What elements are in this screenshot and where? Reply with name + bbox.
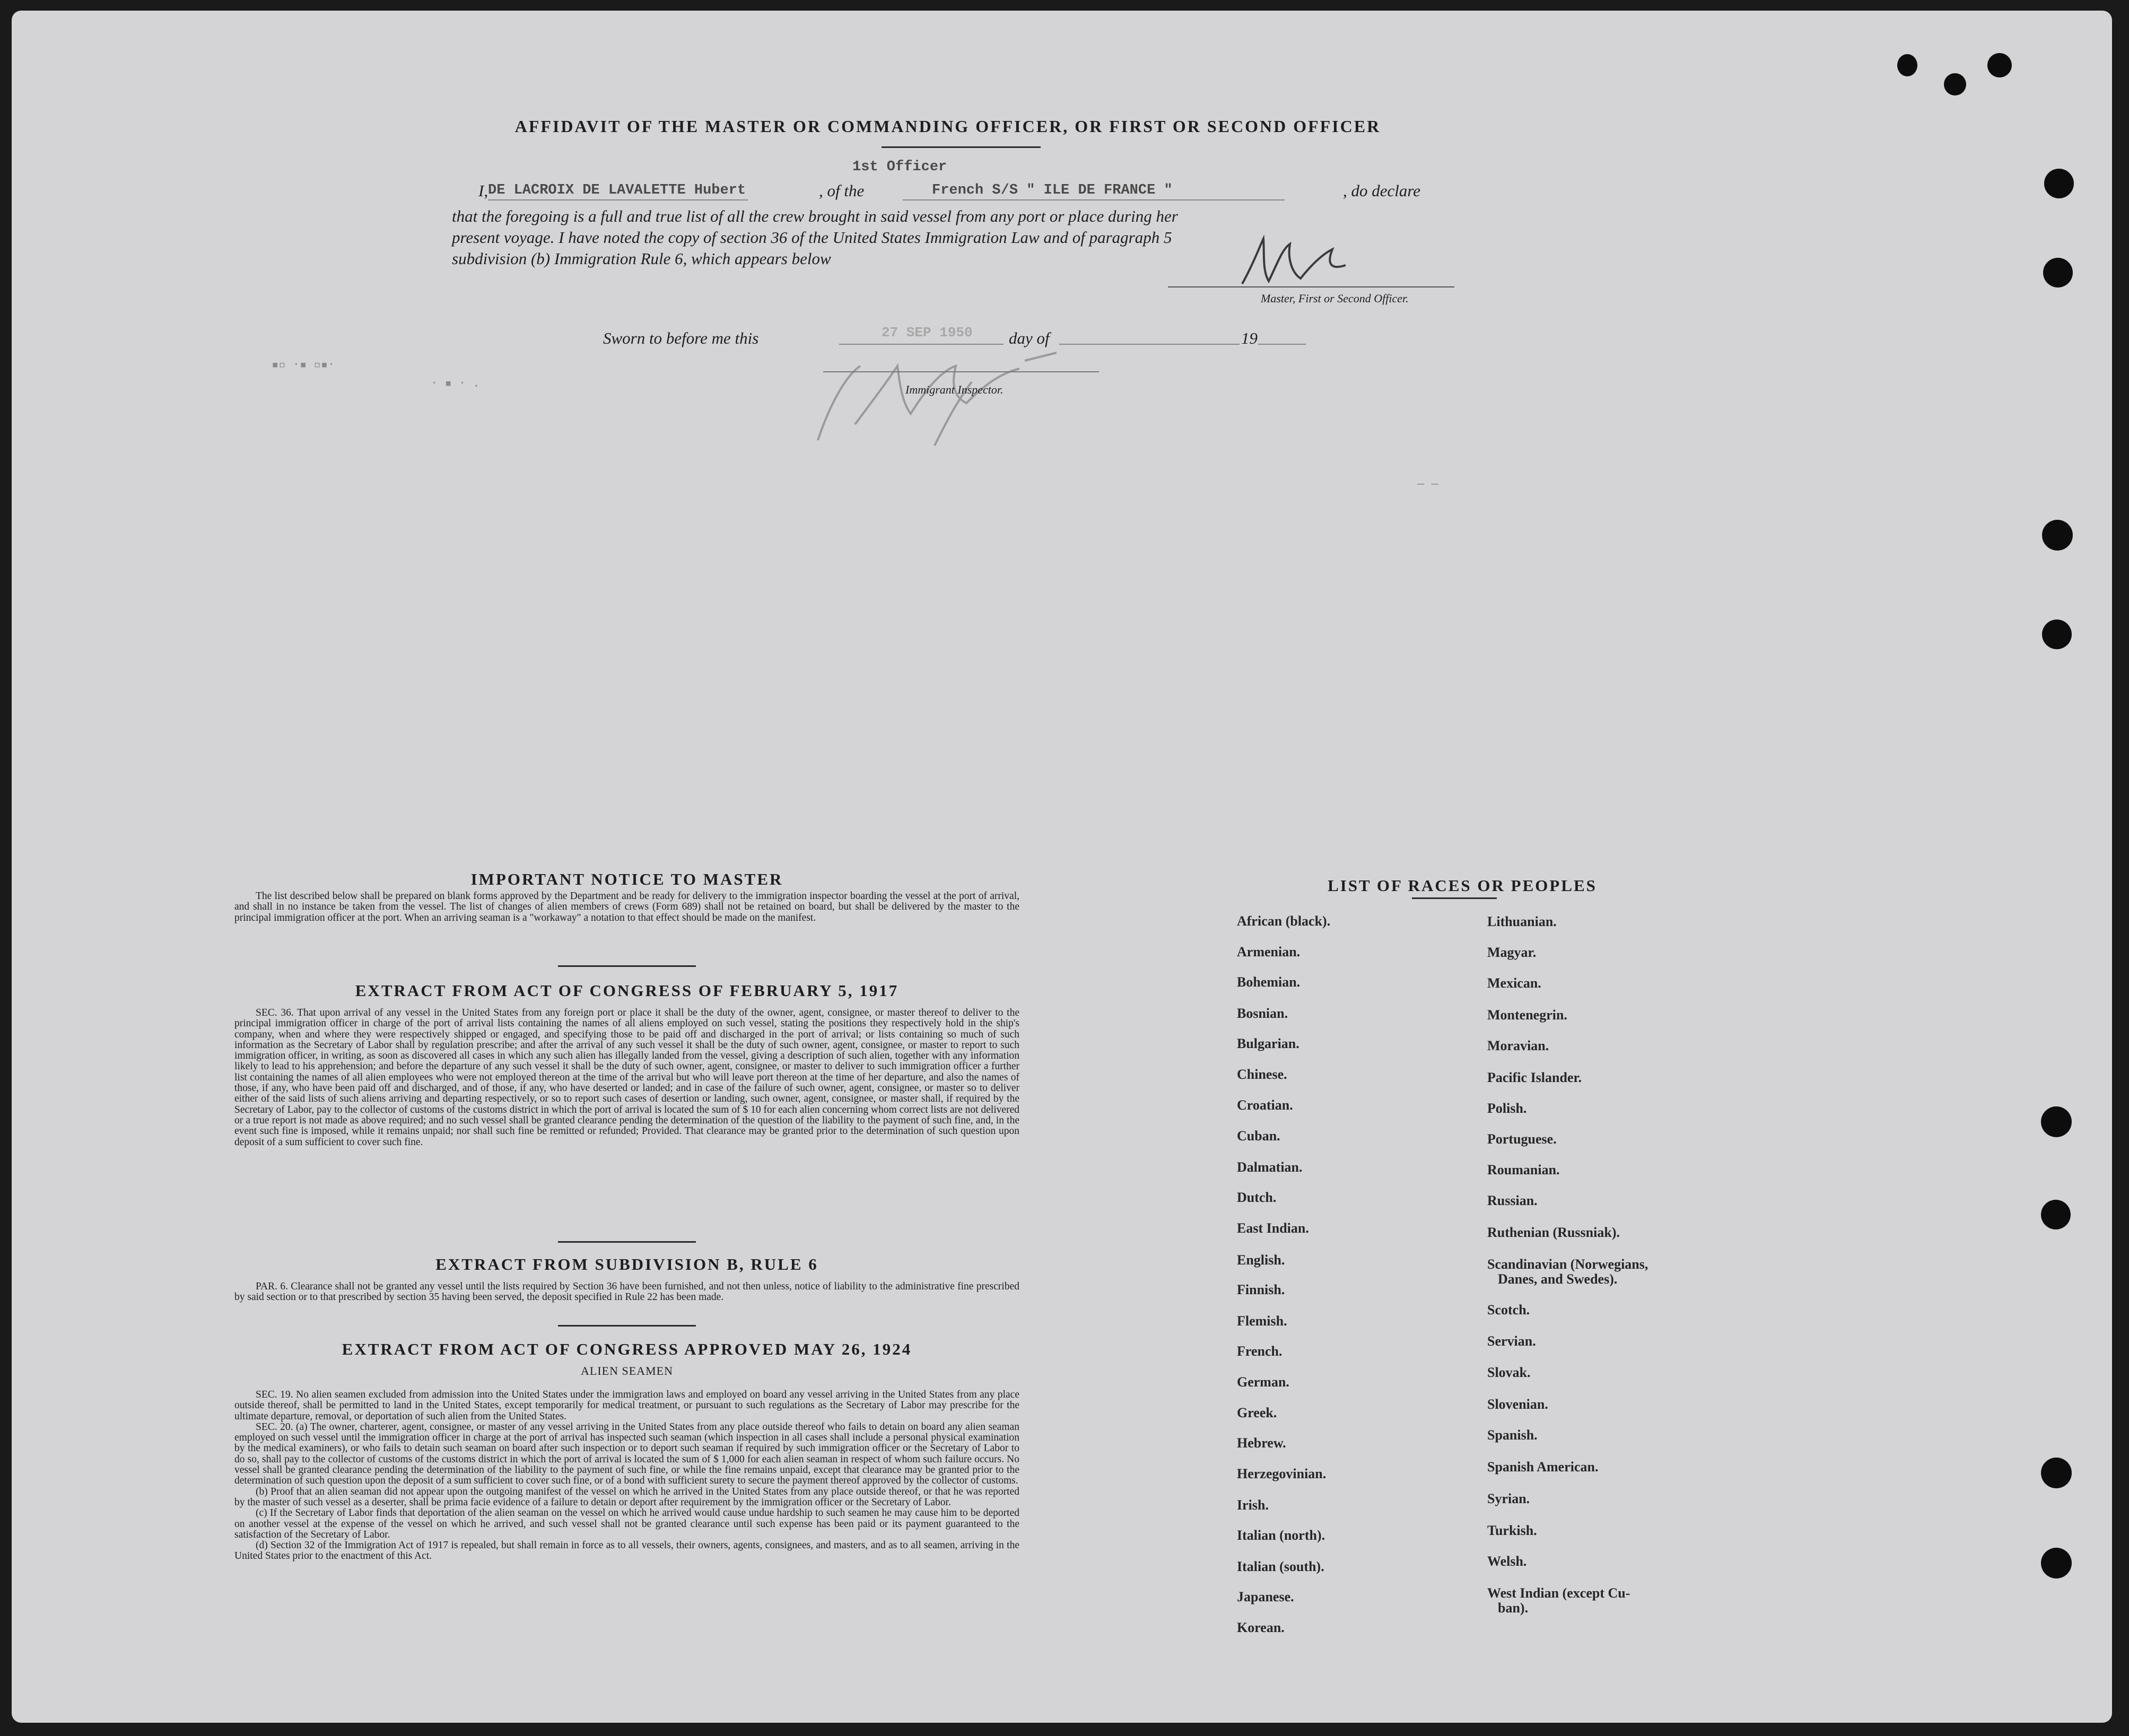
extract-rule6-body: PAR. 6. Clearance shall not be granted any vessel until the lists required by Section 36 have been furnished, and not then unless, notice of liability to the administrative fine prescribed by said section or to that prescribed by section 35 having been served, the deposit specified in Rule 22 has been made.: [234, 1281, 1019, 1303]
race-item: Welsh.: [1487, 1554, 1527, 1569]
punch-hole: [2041, 1548, 2072, 1578]
race-item: Danes, and Swedes).: [1498, 1271, 1618, 1287]
race-item: Spanish American.: [1487, 1459, 1599, 1475]
officer-name-field: DE LACROIX DE LAVALETTE Hubert: [488, 182, 746, 198]
race-item: Finnish.: [1237, 1282, 1285, 1297]
race-item: Cuban.: [1237, 1128, 1280, 1144]
year-prefix: 19: [1241, 329, 1258, 347]
race-item: West Indian (except Cu-: [1487, 1585, 1630, 1601]
race-item: ban).: [1498, 1600, 1529, 1616]
smudge-mark: ▪▫ ·▪ ▫▪·: [272, 358, 335, 371]
race-item: Irish.: [1237, 1497, 1269, 1513]
race-item: Turkish.: [1487, 1523, 1537, 1538]
race-item: Mexican.: [1487, 975, 1541, 991]
race-item: Servian.: [1487, 1333, 1536, 1349]
race-item: Ruthenian (Russniak).: [1487, 1225, 1620, 1240]
extract-1924-body: SEC. 19. No alien seamen excluded from admission into the United States under the immigration laws and employed on board any vessel arriving in the United States from any place outside thereof, shall be permitted to land in the United States, except temporarily for medical treatment, or pursuant to such regulations as the Secretary of Labor may prescribe for the ultimate departure, removal, or deportation of such alien from the United States. SEC. 20. (a) The owner, charterer, agent, consignee, or master of any vessel arriving in the United States from any place outside thereof who fails to detain on board any alien seaman employed on such vessel until the immigration officer in charge at the port of arrival has inspected such seaman (which inspection in all cases shall include a personal physical examination by the medical examiners), or who fails to detain such seaman on board after such inspection or to deport such seaman if required by such immigration officer or the Secretary of Labor to do so, shall pay to the collector of customs of the customs district in which the port of arrival is located the sum of $ 1,000 for each alien seaman in respect of whom such failure occurs. No vessel shall be granted clearance pending the determination of the liability to the payment of such fine, or while the fine remains unpaid, except that clearance may be granted prior to the determination of such question upon the deposit of a sum sufficient to cover such fine, or of a bond with sufficient surety to secure the payment thereof approved by the collector of customs. (b) Proof that an alien seaman did not appear upon the outgoing manifest of the vessel on which he arrived in the United States from any place outside thereof, or that he was reported by the master of such vessel as a deserter, shall be prima facie evidence of a failure to detain or deport after requirement by the immigration officer or the Secretary of Labor. (c) If the Secretary of Labor finds that deportation of the alien seaman on the vessel on which he arrived would cause undue hardship to such seamen he may cause him to be deported on another vessel at the expense of the vessel on which he arrived, and such vessel shall not be granted clearance until such expense has been paid or its payment guaranteed to the satisfaction of the Secretary of Labor. (d) Section 32 of the Immigration Act of 1917 is repealed, but shall remain in force as to all vessels, their owners, agents, consignees, and masters, and as to all seamen, arriving in the United States prior to the enactment of this Act.: [234, 1389, 1019, 1562]
race-item: Dalmatian.: [1237, 1159, 1303, 1175]
race-item: Montenegrin.: [1487, 1007, 1567, 1023]
race-item: Russian.: [1487, 1193, 1538, 1208]
sworn-date-stamp: 27 SEP 1950: [882, 325, 973, 341]
race-item: Slovenian.: [1487, 1397, 1548, 1412]
race-item: Herzegovinian.: [1237, 1466, 1327, 1481]
race-item: German.: [1237, 1374, 1289, 1390]
punch-hole: [2043, 258, 2073, 287]
race-item: Italian (south).: [1237, 1559, 1324, 1574]
race-item: African (black).: [1237, 913, 1331, 929]
race-item: Bohemian.: [1237, 974, 1301, 990]
extract-1924-subtitle: ALIEN SEAMEN: [581, 1364, 673, 1377]
punch-hole: [2041, 1200, 2071, 1229]
punch-hole: [1987, 53, 2012, 77]
day-of-text: day of: [1009, 329, 1050, 347]
race-item: Spanish.: [1487, 1427, 1538, 1443]
race-item: Croatian.: [1237, 1097, 1293, 1113]
race-item: French.: [1237, 1344, 1282, 1359]
race-item: Slovak.: [1487, 1365, 1531, 1380]
do-declare-text: , do declare: [1343, 181, 1421, 200]
smudge-mark: · ▪ · .: [431, 377, 480, 390]
punch-hole: [1897, 54, 1917, 76]
inspector-signature: [797, 345, 1072, 451]
punch-hole: [2042, 620, 2072, 649]
declaration-i: I,: [478, 181, 488, 200]
vessel-name-field: French S/S " ILE DE FRANCE ": [932, 182, 1173, 198]
race-item: Portuguese.: [1487, 1131, 1557, 1147]
extract-rule6-title: EXTRACT FROM SUBDIVISION B, RULE 6: [435, 1255, 818, 1273]
race-item: Syrian.: [1487, 1491, 1530, 1506]
race-item: English.: [1237, 1252, 1285, 1268]
punch-hole: [2044, 169, 2074, 198]
race-item: Lithuanian.: [1487, 914, 1557, 929]
officer-caption: Master, First or Second Officer.: [1261, 292, 1409, 305]
race-item: Hebrew.: [1237, 1435, 1286, 1451]
declaration-line-4: subdivision (b) Immigration Rule 6, which appears below: [452, 249, 831, 268]
race-item: Magyar.: [1487, 945, 1537, 960]
race-item: Korean.: [1237, 1620, 1285, 1635]
extract-1917-body: SEC. 36. That upon arrival of any vessel in the United States from any foreign port or place it shall be the duty of the owner, agent, consignee, or master thereof to deliver to the principal immigration officer in charge of the port of arrival lists containing the names of all aliens employed on such vessel, stating the positions they respectively hold in the ship's company, when and where they were respectively shipped or engaged, and specifying those to be paid off and discharged in the port of arrival; or lists containing so much of such information as the Secretary of Labor shall by regulation prescribe; and after the arrival of any such vessel it shall be the duty of such owner, agent, consignee, or master to report to such immigration officer, in writing, as soon as discovered all cases in which any such alien has illegally landed from the vessel, giving a description of such alien, together with any information likely to lead to his apprehension; and before the departure of any such vessel it shall be the duty of such owner, agent, consignee, or master to deliver to such immigration officer a further list containing the names of all alien employees who were not employed thereon at the time of the arrival but who will leave port thereon at the time of her departure, and also the names of those, if any, who have been paid off and discharged, and of those, if any, who have deserted or landed; and in case of the failure of such owner, agent, consignee, or master so to deliver either of the said lists of such aliens arriving and departing respectively, or so to report such cases of desertion or landing, such owner, agent, consignee, or master shall, if required by the Secretary of Labor, pay to the collector of customs of the customs district in which the port of arrival is located the sum of $ 10 for each alien concerning whom correct lists are not delivered or a true report is not made as above required; and no such vessel shall be granted clearance pending the determination of the question of the liability to the payment of such fine, and, in the event such fine is imposed, while it remains unpaid; nor shall such fine be remitted or refunded; Provided. That clearance may be granted prior to the determination of such question upon deposit of a sum sufficient to cover such fine.: [234, 1007, 1019, 1148]
race-item: Italian (north).: [1237, 1528, 1325, 1543]
race-item: Armenian.: [1237, 944, 1301, 959]
race-item: Chinese.: [1237, 1067, 1287, 1082]
inspector-caption: Immigrant Inspector.: [905, 383, 1004, 396]
race-item: Bosnian.: [1237, 1006, 1288, 1021]
extract-1917-title: EXTRACT FROM ACT OF CONGRESS OF FEBRUARY 5, 1917: [355, 981, 899, 1000]
race-item: Polish.: [1487, 1101, 1527, 1116]
notice-title: IMPORTANT NOTICE TO MASTER: [470, 870, 783, 888]
race-item: Roumanian.: [1487, 1162, 1560, 1177]
punch-hole: [2041, 1458, 2072, 1488]
punch-hole: [2042, 520, 2073, 551]
race-item: Flemish.: [1237, 1313, 1287, 1329]
document-page: [12, 11, 2112, 1723]
notice-body: The list described below shall be prepared on blank forms approved by the Department and be ready for delivery to the immigration inspector boarding the vessel at the port of arrival, and shall in no instance be taken from the vessel. The list of changes of alien members of crews (Form 689) shall not be retained on board, but shall be delivered by the master to the principal immigration officer at the port. When an arriving seaman is a "workaway" a notation to that effect should be made on the manifest.: [234, 891, 1019, 923]
extract-1924-title: EXTRACT FROM ACT OF CONGRESS APPROVED MAY 26, 1924: [342, 1340, 912, 1358]
of-the-text: , of the: [819, 181, 865, 200]
races-title: LIST OF RACES OR PEOPLES: [1328, 876, 1597, 895]
race-item: Scotch.: [1487, 1302, 1530, 1318]
race-item: Scandinavian (Norwegians,: [1487, 1257, 1648, 1272]
race-item: Pacific Islander.: [1487, 1070, 1582, 1085]
title-rule: [882, 146, 1041, 148]
rank-typed: 1st Officer: [852, 159, 947, 175]
punch-hole: [1944, 73, 1966, 95]
race-item: East Indian.: [1237, 1220, 1309, 1236]
race-item: Dutch.: [1237, 1190, 1277, 1205]
smudge-mark: – –: [1417, 477, 1438, 491]
declaration-line-2: that the foregoing is a full and true list of all the crew brought in said vessel from any port or place during her: [452, 207, 1178, 225]
race-item: Japanese.: [1237, 1589, 1294, 1604]
sworn-text: Sworn to before me this: [603, 329, 759, 347]
affidavit-title: AFFIDAVIT OF THE MASTER OR COMMANDING OFFICER, OR FIRST OR SECOND OFFICER: [514, 117, 1381, 136]
declaration-line-3: present voyage. I have noted the copy of section 36 of the United States Immigration Law and of paragraph 5: [452, 228, 1172, 247]
race-item: Greek.: [1237, 1405, 1277, 1420]
punch-hole: [2041, 1106, 2072, 1137]
race-item: Bulgarian.: [1237, 1036, 1299, 1051]
officer-signature: [1232, 233, 1359, 292]
race-item: Moravian.: [1487, 1038, 1549, 1053]
